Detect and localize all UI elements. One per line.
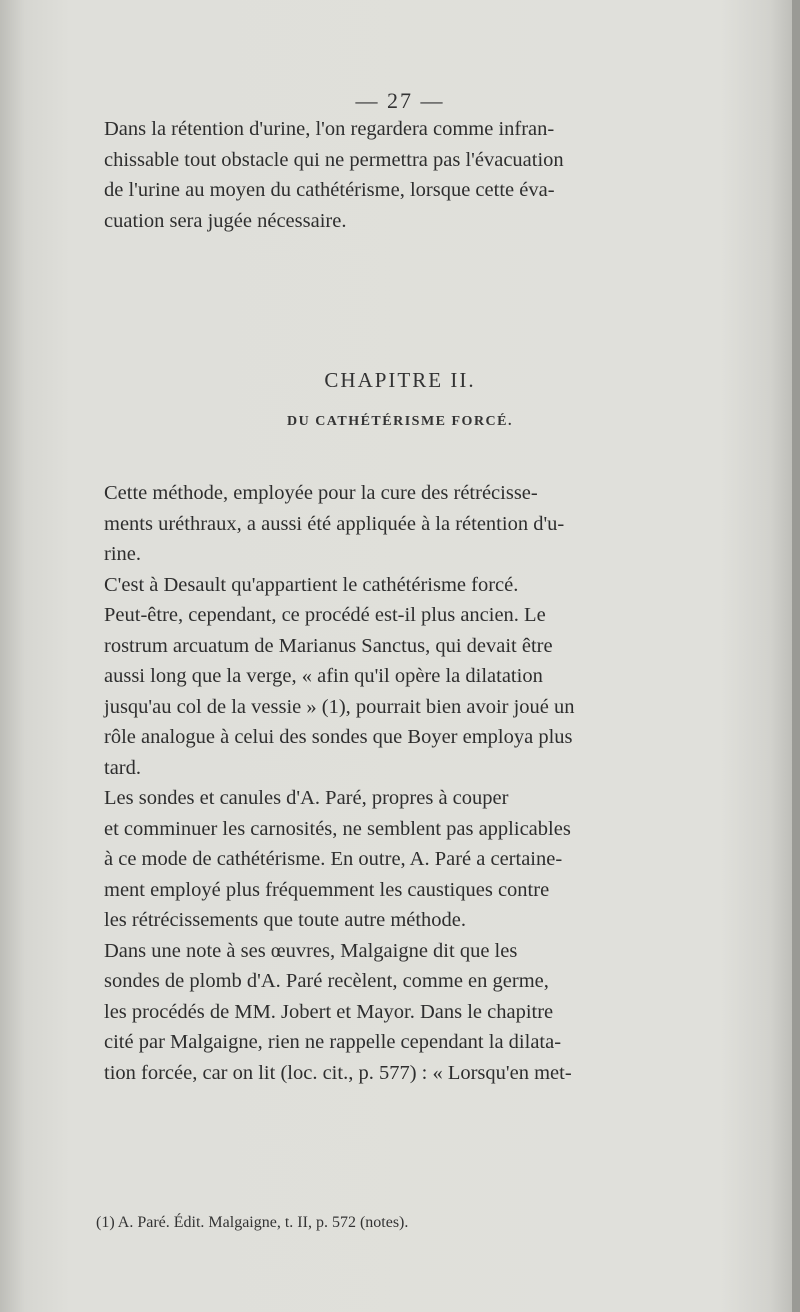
text-line: jusqu'au col de la vessie » (1), pourrait bien avoir joué un [104, 695, 575, 718]
footnote: (1) A. Paré. Édit. Malgaigne, t. II, p. 572 (notes). [96, 1214, 409, 1231]
text-line: ment employé plus fréquemment les caustiques contre [104, 878, 550, 901]
text-line: cuation sera jugée nécessaire. [104, 209, 347, 232]
page-number: — 27 — [355, 88, 445, 113]
chapter-subtitle: DU CATHÉTÉRISME FORCÉ. [286, 414, 514, 429]
text-line: ments uréthraux, a aussi été appliquée à la rétention d'u- [104, 512, 565, 535]
text-line: à ce mode de cathétérisme. En outre, A. Paré a certaine- [104, 848, 563, 870]
text-line: rine. [104, 543, 141, 565]
page-edge-shadow [792, 0, 800, 1312]
text-line: Dans la rétention d'urine, l'on regardera comme infran- [104, 118, 555, 140]
text-line: cité par Malgaigne, rien ne rappelle cependant la dilata- [104, 1031, 562, 1053]
text-line: tion forcée, car on lit (loc. cit., p. 577) : « Lorsqu'en met- [104, 1061, 572, 1084]
text-line: sondes de plomb d'A. Paré recèlent, comme en germe, [104, 970, 549, 992]
text-line: rostrum arcuatum de Marianus Sanctus, qui devait être [104, 634, 553, 657]
text-line: Peut-être, cependant, ce procédé est-il plus ancien. Le [104, 604, 546, 626]
text-line: Les sondes et canules d'A. Paré, propres à couper [104, 787, 509, 809]
chapter-title: CHAPITRE II. [324, 368, 476, 392]
text-line: tard. [104, 756, 141, 779]
paragraph [80, 783, 706, 936]
text-line: les procédés de MM. Jobert et Mayor. Dans le chapitre [104, 1000, 554, 1023]
paragraph [80, 570, 706, 784]
intro-paragraph [80, 114, 706, 236]
text-line: Dans une note à ses œuvres, Malgaigne dit que les [104, 939, 518, 962]
text-line: et comminuer les carnosités, ne semblent pas applicables [104, 817, 571, 840]
text-line: Cette méthode, employée pour la cure des rétrécisse- [104, 482, 538, 504]
paragraph [80, 114, 706, 236]
paragraph [80, 936, 706, 1089]
text-line: les rétrécissements que toute autre méthode. [104, 909, 467, 931]
text-line: de l'urine au moyen du cathétérisme, lorsque cette éva- [104, 179, 555, 201]
text-line: aussi long que la verge, « afin qu'il opère la dilatation [104, 665, 543, 687]
text-line: C'est à Desault qu'appartient le cathétérisme forcé. [104, 573, 519, 596]
paragraph [80, 478, 706, 570]
text-line: chissable tout obstacle qui ne permettra pas l'évacuation [104, 148, 564, 171]
text-line: rôle analogue à celui des sondes que Boyer employa plus [104, 726, 573, 748]
body-text [80, 478, 706, 1088]
